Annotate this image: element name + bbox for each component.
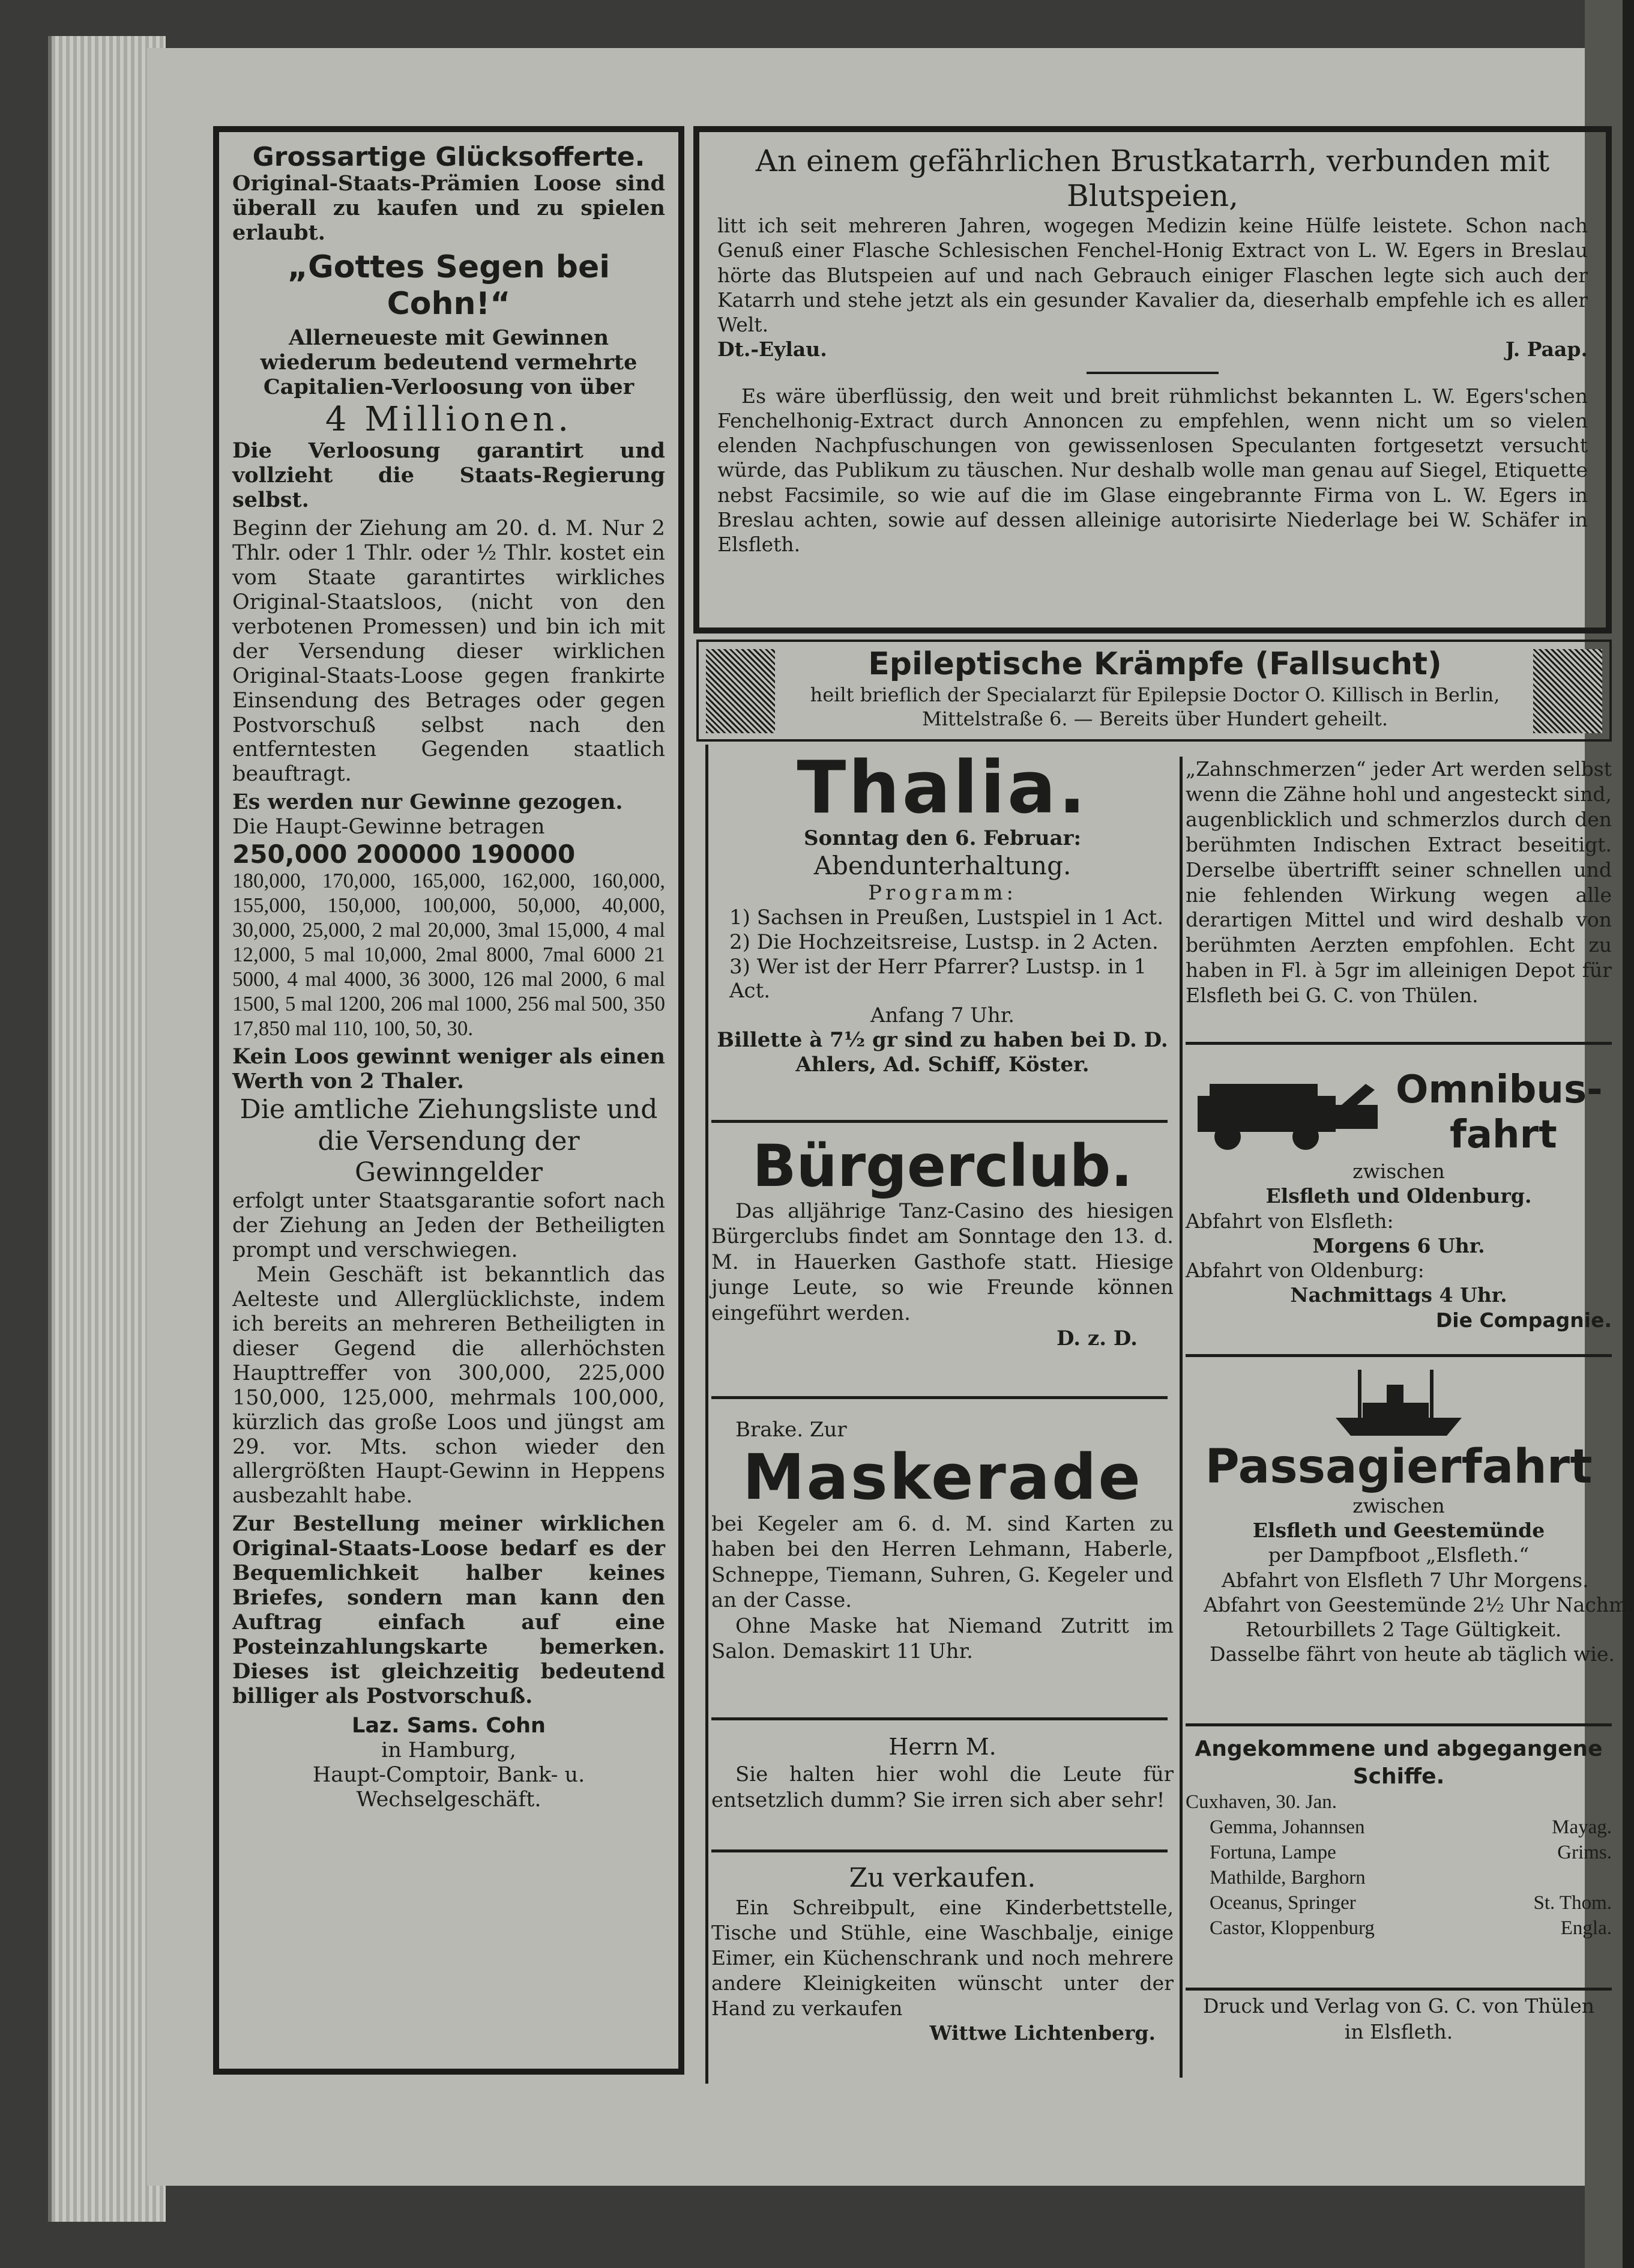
cohn-lead: Original-Staats-Prämien Loose sind überall zu kaufen und zu spielen erlaubt. [232,171,665,246]
omnibus-time1: Morgens 6 Uhr. [1312,1233,1485,1257]
epilepsy-text: heilt brieflich der Specialarzt für Epilepsie Doctor O. Killisch in Berlin, Mittelstraße 6. — Bereits über Hundert geheilt. [810,683,1500,730]
cohn-p2: Die Verloosung garantirt und vollzieht die Staats-Regierung selbst. [232,438,665,513]
cohn-sign-office: Haupt-Comptoir, Bank- u. Wechselgeschäft. [312,1762,585,1812]
brust-signature: J. Paap. [1505,337,1588,361]
verkauf-sign: Wittwe Lichtenberg. [929,2021,1156,2045]
maskerade-ad [711,1417,1174,1741]
passagier-between: zwischen [1352,1493,1445,1517]
zahnschmerzen-ad [1186,757,1612,1039]
cohn-p1: Allerneueste mit Gewinnen wiederum bedeutend vermehrte Capitalien-Verloosung von über [260,325,638,399]
thalia-ad [711,746,1174,1117]
thalia-item-2: 2) Die Hochzeitsreise, Lustsp. in 2 Acten. [729,930,1159,954]
thalia-date: Sonntag den 6. Februar: [803,826,1082,850]
steamship-icon [1330,1364,1468,1442]
cohn-p9: Mein Geschäft ist bekanntlich das Aelteste und Allerglücklichste, indem ich bereits an mehreren Betheiligten in dieser Gegend die allerhöchsten Haupttreffer von 300,000, 225,000 150,000, 125,000, mehrmals 100,000, kürzlich das große Loos und jüngst am 29. vor. Mts. schon wieder den allergrößten Haupt-Gewinn in Heppens ausbezahlt habe. [232,1262,665,1508]
rule-thalia [711,1120,1168,1123]
rule-buerger [711,1396,1168,1399]
passagier-l2: Abfahrt von Geestemünde 2½ Uhr Nachm. [1204,1592,1634,1616]
left-ornament [706,649,775,733]
brust-place: Dt.-Eylau. [717,337,827,361]
cohn-p3: Beginn der Ziehung am 20. d. M. Nur 2 Thlr. oder 1 Thlr. oder ½ Thlr. kostet ein vom Staate garantirtes wirkliches Original-Staatsloos, (nicht von den verbotenen Promessen) und bin ich mit der Versendung dieser wirklichen Original-Staats-Loose gegen frankirte Einsendung des Betrages oder gegen Postvorschuß selbst nach den entferntesten Gegenden staatlich beauftragt. [232,516,665,787]
rule-passagier [1186,1723,1612,1726]
rule-herrn [711,1849,1168,1852]
imprint-line-2: in Elsfleth. [1344,2019,1453,2043]
zahn-text: „Zahnschmerzen“ jeder Art werden selbst wenn die Zähne hohl und angesteckt sind, augenblicklich und schmerzlos durch den berühmten Indischen Extract beseitigt. Derselbe übertrifft seiner schnellen und nie fehlenden Wirkung wegen alle derartigen Mittel und wird deshalb von berühmten Aerzten empfohlen. Echt zu haben in Fl. à 5gr im alleinigen Depot für Elsfleth bei G. C. von Thülen. [1186,757,1612,1008]
omnibus-ad [1186,1069,1612,1351]
list-item: Mathilde, Barghorn [1210,1867,1366,1889]
left-column-rule [705,745,708,2084]
verkaufen-ad [711,1861,1174,2060]
cohn-slogan: „Gottes Segen bei Cohn!“ [287,249,610,322]
omnibus-dep2: Abfahrt von Oldenburg: [1186,1259,1424,1282]
omnibus-time2: Nachmittags 4 Uhr. [1290,1283,1507,1307]
imprint [1186,1994,1612,2060]
passagier-l4: Dasselbe fährt von heute ab täglich wie. [1210,1642,1615,1666]
list-item: Gemma, Johannsen Mayag. [1210,1816,1612,1839]
cohn-p5: Die Haupt-Gewinne betragen [232,815,545,839]
brust-text2: Es wäre überflüssig, den weit und breit rühmlichst bekannten L. W. Egers'schen Fenchelhonig-Extract durch Annoncen zu empfehlen, wenn nicht um so vielen elenden Nachpfuschungen von gewissenlosen Speculanten fortgesetzt versucht würde, das Publikum zu täuschen. Nur deshalb wolle man genau auf Siegel, Etiquette nebst Facsimile, so wie auf die im Glase eingebrannte Firma von L. W. Egers in Breslau achten, sowie auf dessen alleinige autorisirte Niederlage bei W. Schäfer in Elsfleth. [717,384,1588,556]
omnibus-title-2: fahrt [1450,1113,1557,1157]
rule-zahn [1186,1042,1612,1045]
omnibus-between: zwischen [1352,1160,1445,1183]
masken-text: bei Kegeler am 6. d. M. sind Karten zu haben bei den Herren Lehmann, Haberle, Schneppe, Tiemann, Suhren, G. Kegeler und an der Casse. [711,1511,1174,1613]
passagier-route: Elsfleth und Geestemünde [1252,1519,1545,1543]
epilepsy-title: Epileptische Krämpfe (Fallsucht) [868,646,1442,682]
buerger-text: Das alljährige Tanz-Casino des hiesigen Bürgerclubs findet am Sonntage den 13. d. M. in Hauerken Gasthofe statt. Hiesige junge Leute, so wie Freunde können eingeführt werden. [711,1199,1174,1325]
brustkatarrh-ad [693,126,1612,634]
passagier-title: Passagierfahrt [1205,1440,1593,1494]
herrn-m-ad [711,1732,1174,1846]
thalia-item-3: 3) Wer ist der Herr Pfarrer? Lustsp. in 1 Act. [729,954,1147,1003]
passagierfahrt-ad [1186,1360,1634,1666]
imprint-line-1: Druck und Verlag von G. C. von Thülen [1202,1994,1595,2018]
verkauf-title: Zu verkaufen. [849,1863,1036,1893]
buergerclub-ad [711,1132,1174,1393]
thalia-event: Abendunterhaltung. [813,850,1072,880]
buerger-title: Bürgerclub. [752,1132,1133,1200]
epilepsy-ad [696,640,1612,742]
verkauf-text: Ein Schreibpult, eine Kinderbettstelle, Tische und Stühle, eine Waschbalje, einige Eimer, ein Küchenschrank und noch mehrere andere Kleinigkeiten wünscht unter der Hand zu verkaufen [711,1895,1174,2020]
list-item: Castor, Kloppenburg Engla. [1210,1917,1612,1939]
right-ornament [1533,649,1602,733]
passagier-boat: per Dampfboot „Elsfleth.“ [1268,1543,1530,1567]
brust-text: litt ich seit mehreren Jahren, wogegen Medizin keine Hülfe leistete. Schon nach Genuß einer Flasche Schlesischen Fenchel-Honig Extract von L. W. Egers in Breslau hörte das Blutspeien auf und nach Gebrauch einiger Flaschen legte sich auch der Katarrh und stehe jetzt als ein gesunder Kavalier da, dieserhalb empfehle ich es aller Welt. [717,214,1588,336]
herrn-text: Sie halten hier wohl die Leute für entsetzlich dumm? Sie irren sich aber sehr! [711,1762,1174,1813]
masken-text2: Ohne Maske hat Niemand Zutritt im Salon. Demaskirt 11 Uhr. [711,1613,1174,1664]
brust-divider [1087,372,1219,374]
thalia-program-label: Programm: [868,881,1017,906]
list-item: Fortuna, Lampe Grims. [1210,1842,1612,1864]
cohn-prizes: 180,000, 170,000, 165,000, 162,000, 160,000, 155,000, 150,000, 100,000, 50,000, 40,000, 30,000, 25,000, 2 mal 20,000, 3mal 15,000, 4 mal 12,000, 5 mal 10,000, 2mal 8000, 7mal 6000 21 5000, 4 mal 4000, 36 3000, 126 mal 2000, 6 mal 1500, 5 mal 1200, 206 mal 1000, 256 mal 500, 350 17,850 mal 110, 100, 50, 30. [232,869,665,1040]
omnibus-sign: Die Compagnie. [1435,1308,1612,1332]
cohn-prizes-big: 250,000 200000 190000 [232,839,576,869]
rule-schiffe [1186,1988,1612,1991]
thalia-start: Anfang 7 Uhr. [870,1003,1015,1028]
buerger-sign: D. z. D. [1056,1326,1138,1351]
omnibus-icon [1186,1072,1384,1156]
brust-headline: An einem gefährlichen Brustkatarrh, verbunden mit Blutspeien, [755,144,1550,213]
omnibus-route: Elsfleth und Oldenburg. [1265,1184,1532,1208]
cohn-p6: Kein Loos gewinnt weniger als einen Werth von 2 Thaler. [232,1044,665,1093]
cohn-sign-city: in Hamburg, [381,1738,516,1762]
schiffe-title: Angekommene und abgegangene Schiffe. [1195,1737,1603,1789]
cohn-sign-name: Laz. Sams. Cohn [352,1713,546,1738]
cohn-millionen: 4 Millionen. [325,399,573,439]
passagier-l3: Retourbillets 2 Tage Gültigkeit. [1246,1618,1562,1642]
thalia-title: Thalia. [797,746,1088,830]
cohn-lottery-ad [213,126,684,2075]
rule-omnibus [1186,1354,1612,1357]
schiffe-place: Cuxhaven, 30. Jan. [1186,1791,1337,1813]
cohn-p8: erfolgt unter Staatsgarantie sofort nach der Ziehung an Jeden der Betheiligten prompt und verschwiegen. [232,1189,665,1263]
cohn-title: Grossartige Glücksofferte. [252,142,645,172]
cohn-p10: Zur Bestellung meiner wirklichen Original-Staats-Loose bedarf es der Bequemlichkeit halber keines Briefes, sondern man kann den Auftrag einfach auf eine Posteinzahlungskarte bemerken. Dieses ist gleichzeitig bedeutend billiger als Postvorschuß. [232,1511,665,1708]
schiffe-list [1186,1735,1612,1988]
rule-masken [711,1717,1168,1720]
cohn-p7: Die amtliche Ziehungsliste und die Versendung der Gewinngelder [240,1093,658,1188]
omnibus-title-1: Omnibus- [1396,1068,1603,1112]
thalia-item-1: 1) Sachsen in Preußen, Lustspiel in 1 Act. [729,905,1164,930]
list-item: Oceanus, Springer St. Thom. [1210,1892,1612,1914]
masken-place: Brake. Zur [735,1418,847,1442]
omnibus-dep1: Abfahrt von Elsfleth: [1186,1209,1394,1233]
masken-title: Maskerade [743,1440,1142,1514]
herrn-title: Herrn M. [888,1734,996,1760]
passagier-l1: Abfahrt von Elsfleth 7 Uhr Morgens. [1222,1568,1589,1592]
cohn-p4: Es werden nur Gewinne gezogen. [232,790,623,815]
column-rule [1180,757,1183,2078]
thalia-tickets: Billette à 7½ gr sind zu haben bei D. D. Ahlers, Ad. Schiff, Köster. [717,1027,1168,1077]
